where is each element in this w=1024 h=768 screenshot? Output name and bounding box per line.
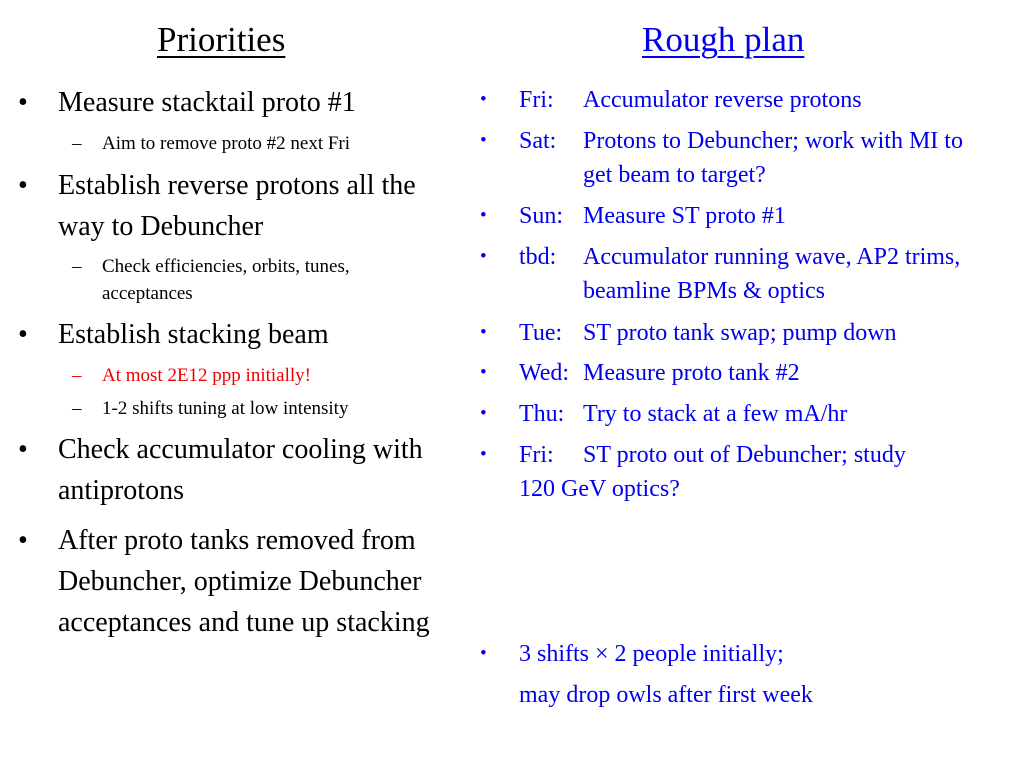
bullet-icon: •	[480, 246, 487, 267]
schedule-item	[480, 316, 979, 350]
bullet-icon: •	[18, 170, 28, 201]
schedule-item	[480, 83, 979, 117]
dash-icon: –	[72, 398, 82, 419]
schedule-text: ST proto out of Debuncher; study	[583, 442, 906, 468]
schedule-day: tbd:	[519, 244, 557, 270]
priority-item: • Establish reverse protons all the way to Debuncher	[58, 165, 458, 247]
staffing-note	[480, 637, 979, 671]
schedule-item	[480, 240, 979, 304]
priority-subitem-warning: – At most 2E12 ppp initially!	[102, 362, 432, 389]
schedule-text: Measure proto tank #2	[583, 360, 800, 386]
bullet-icon: •	[18, 434, 28, 465]
bullet-icon: •	[480, 362, 487, 383]
staffing-line-2: may drop owls after first week	[519, 682, 813, 708]
schedule-day: Thu:	[519, 401, 565, 427]
rough-plan-title: Rough plan	[642, 20, 805, 59]
priority-subitem: – Aim to remove proto #2 next Fri	[102, 130, 432, 157]
schedule-text-continuation: 120 GeV optics?	[519, 476, 680, 502]
bullet-icon: •	[480, 205, 487, 226]
staffing-line-1: 3 shifts × 2 people initially;	[519, 641, 784, 667]
bullet-icon: •	[480, 403, 487, 424]
dash-icon: –	[72, 365, 82, 386]
priorities-title: Priorities	[157, 20, 286, 59]
bullet-icon: •	[480, 322, 487, 343]
schedule-day: Sun:	[519, 203, 564, 229]
bullet-icon: •	[480, 130, 487, 151]
priority-item: • Check accumulator cooling with antiprotons	[58, 429, 458, 511]
priority-item: • Establish stacking beam	[58, 314, 458, 355]
bullet-icon: •	[18, 87, 28, 118]
priority-item: • Measure stacktail proto #1	[58, 82, 458, 123]
priority-item: • After proto tanks removed from Debuncher, optimize Debuncher acceptances and tune up stacking	[58, 520, 458, 643]
schedule-text: Measure ST proto #1	[583, 203, 786, 229]
bullet-icon: •	[18, 525, 28, 556]
schedule-item	[480, 356, 979, 390]
schedule-item	[480, 124, 979, 188]
bullet-icon: •	[480, 89, 487, 110]
priority-subitem: – Check efficiencies, orbits, tunes, acceptances	[102, 253, 432, 307]
schedule-day: Wed:	[519, 360, 570, 386]
schedule-text: Protons to Debuncher; work with MI to get beam to target?	[583, 128, 963, 188]
schedule-day: Fri:	[519, 442, 554, 468]
staffing-note-continued	[519, 678, 979, 712]
schedule-day: Fri:	[519, 87, 554, 113]
schedule-text: Try to stack at a few mA/hr	[583, 401, 848, 427]
schedule-day: Sat:	[519, 128, 557, 154]
schedule-text: Accumulator running wave, AP2 trims, beamline BPMs & optics	[583, 244, 961, 304]
schedule-text: Accumulator reverse protons	[583, 87, 862, 113]
dash-icon: –	[72, 133, 82, 154]
schedule-item	[480, 438, 979, 502]
bullet-icon: •	[480, 643, 487, 664]
schedule-item	[480, 397, 979, 431]
schedule-text: ST proto tank swap; pump down	[583, 320, 897, 346]
schedule-day: Tue:	[519, 320, 563, 346]
priority-subitem: – 1-2 shifts tuning at low intensity	[102, 395, 432, 422]
bullet-icon: •	[480, 444, 487, 465]
dash-icon: –	[72, 256, 82, 277]
bullet-icon: •	[18, 319, 28, 350]
schedule-item	[480, 199, 979, 233]
